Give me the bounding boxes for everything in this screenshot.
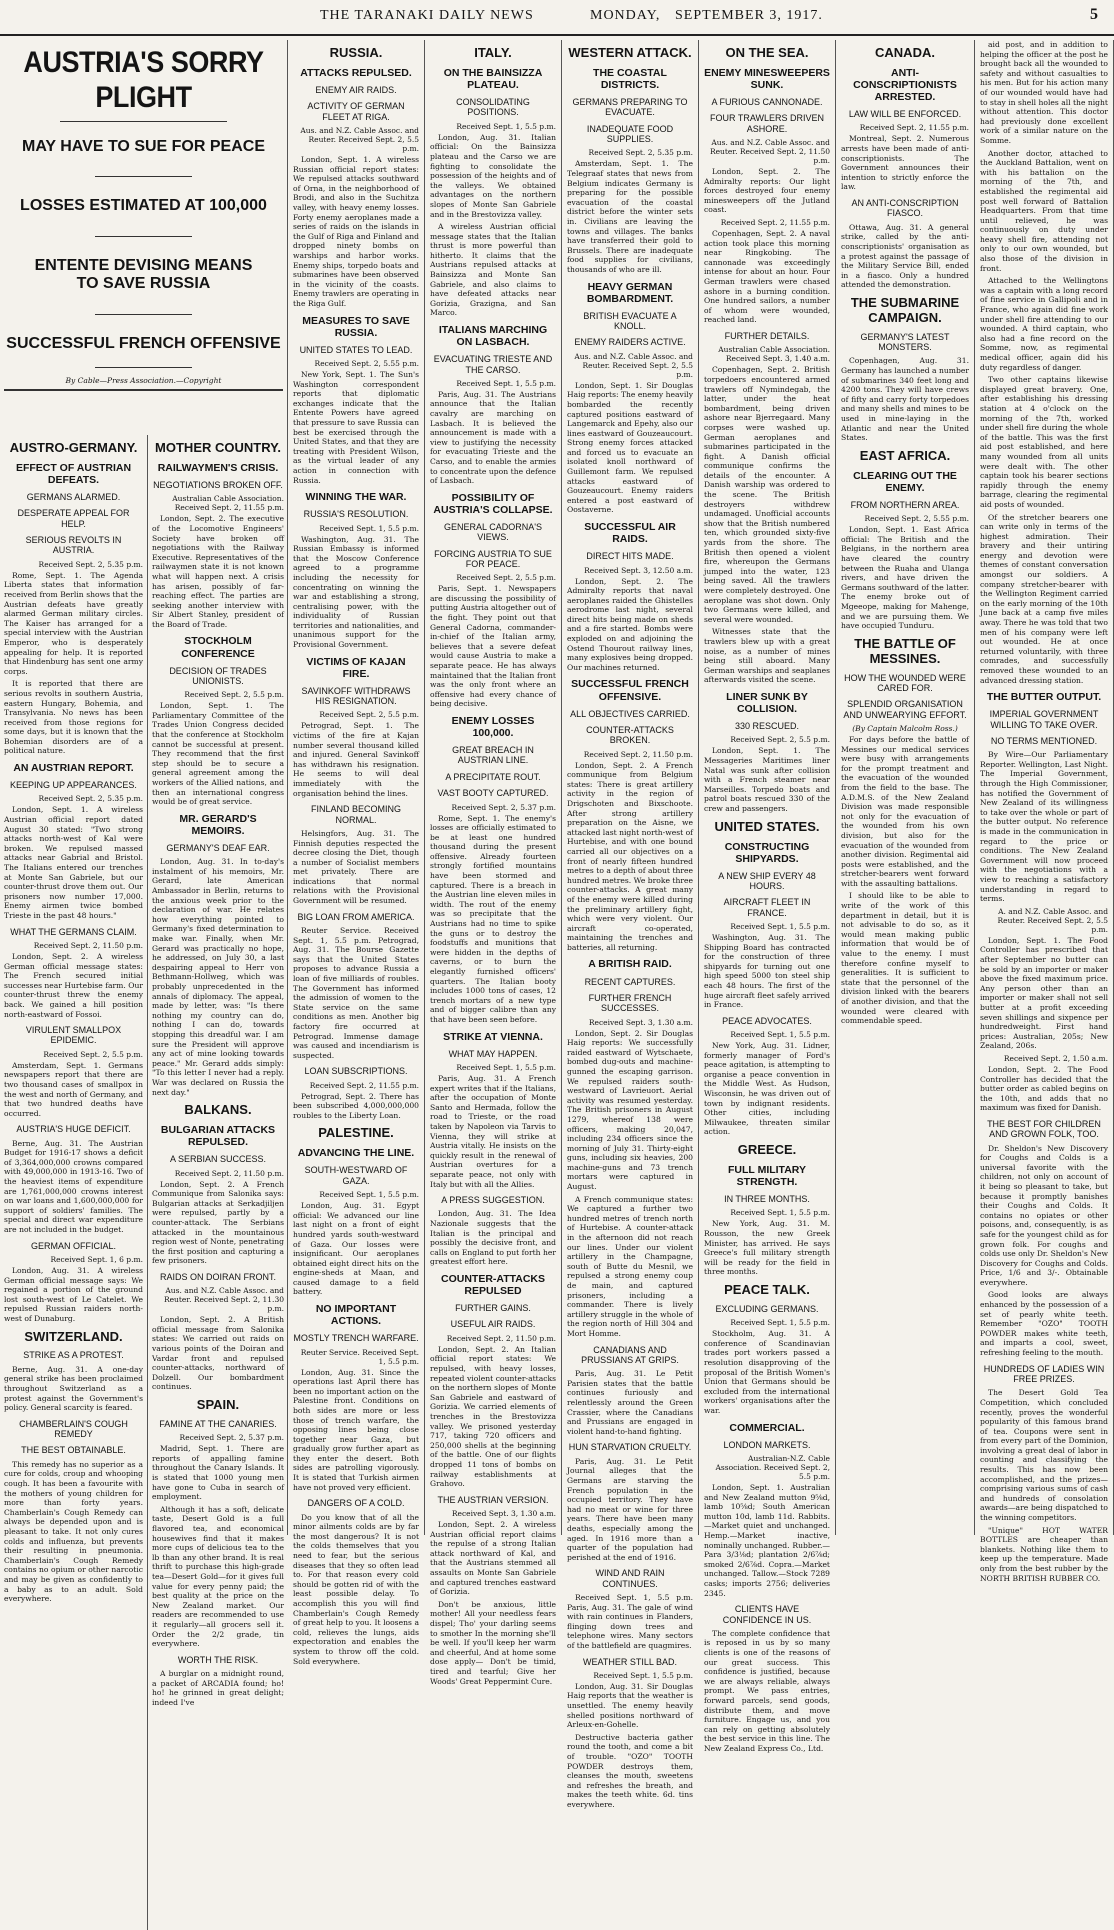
section-title: WESTERN ATTACK. (568, 45, 692, 60)
ad-paragraph: "Unique" HOT WATER BOTTLES are cheaper than blankets. Nothing like them to keep up the temperature. Made only from the best rubber by the NORTH BRITISH RUBBER CO. (980, 1525, 1108, 1583)
subhead: HOW THE WOUNDED WERE CARED FOR. (844, 672, 966, 693)
subhead: USEFUL AIR RAIDS. (450, 1319, 536, 1330)
headline: THE COASTAL DISTRICTS. (593, 66, 667, 91)
subhead: IN THREE MONTHS. (724, 1194, 810, 1205)
subhead: UNITED STATES TO LEAD. (299, 344, 413, 355)
ad-subhead: THE BEST OBTAINABLE. (21, 1445, 126, 1456)
headline: SUCCESSFUL FRENCH OFFENSIVE. (571, 678, 689, 703)
ad-headline: THE BEST FOR CHILDREN AND GROWN FOLK, TOO. (987, 1118, 1101, 1140)
article-paragraph: aid post, and in addition to helping the officer at the post he brought back all the wounded to safety and without casualties to his men. But for his action many of our wounded would have had to stay in shell holes all the night without attention. This doctor had previously done excellent work of a similar nature on the Somme. (980, 40, 1108, 145)
dateline: Received Sept. 2, 11.55 p.m. (859, 123, 969, 133)
article-paragraph: Copenhagen, Sept. 2. British torpedoers encountered armed trawlers off Nymindegab, the latter, under the heat bombardment, being driven ashore near Bjerregaard. Many corpses were washed up. German aeroplanes and submarines participated in the fight. A Danish official communique confirms the details of the encounter. A Danish warship was ordered to the scene. The British destroyers withdrew undamaged. Unofficial accounts show that the British numbered ten, which grounded sixty-five yards from the shore. The British then opened a violent fire, whereupon the Germans jumped into the water, 123 being saved. All the trawlers were completely destroyed. One aeroplane was shot down. Only two Germans were killed, and several were wounded. (704, 365, 830, 624)
article-paragraph: London, Sept. 1. The Messageries Maritimes liner Natal was sunk after collision with a French steamer near Marseilles. Torpedo boats and patrol boats rescued 330 of the crew and passengers. (704, 746, 830, 813)
article-paragraph: Reuter Service. Received Sept. 1, 5.5 p.m. Petrograd, Aug. 31. The Bourse Gazette says that the United States proposes to advance Russia a loan of five milliards of roubles. The Government has informed the admission of women to the State service on the same conditions as men. Another big factory fire occurred at Petrograd. Immense damage was caused and incendiarism is suspected. (293, 926, 419, 1060)
subhead: LOAN SUBSCRIPTIONS. (304, 1066, 408, 1077)
subhead: BIG LOAN FROM AMERICA. (297, 911, 415, 922)
subhead: NO TERMS MENTIONED. (990, 735, 1098, 746)
column-italy (425, 40, 562, 1686)
dateline: Received Sept. 1, 5.5 p.m. (456, 378, 556, 388)
article-paragraph: Paris, Aug. 31. Le Petit Parisien states that the battle continues furiously and relentlessly around the Green Crassier, where the Canadians and Prussians are engaged in violent hand-to-hand fighting. (567, 1369, 693, 1436)
section-title: EAST AFRICA. (859, 447, 951, 463)
lead-deck-1: MAY HAVE TO SUE FOR PEACE (21, 138, 265, 155)
section-title: PEACE TALK. (724, 1282, 810, 1297)
dateline: Received Sept. 2, 11.50 p.m. (446, 1333, 556, 1343)
subhead: WEATHER STILL BAD. (582, 1656, 678, 1667)
subhead: ENEMY RAIDERS ACTIVE. (574, 337, 686, 348)
headline: ON THE BAINSIZZA PLATEAU. (443, 66, 543, 91)
dateline: Received Sept. 2, 5.5 p.m. (456, 573, 556, 583)
section-title: SWITZERLAND. (24, 1328, 123, 1344)
dateline: Received Sept. 2, 5.5 p.m. (319, 710, 419, 720)
dateline: Received Sept. 1, 6 p.m. (50, 1254, 143, 1264)
subhead: COUNTER-ATTACKS BROKEN. (586, 724, 674, 746)
subhead: INADEQUATE FOOD SUPPLIES. (586, 123, 674, 145)
section-title: CANADA. (875, 45, 935, 60)
dateline: Received Sept. 1, 5.5 p.m. (730, 1030, 830, 1040)
article-paragraph: New York, Aug. 31. M. Rousson, the new Greek Minister, has arrived. He says Greece's full military strength will be ready for the field in three months. (704, 1219, 830, 1277)
article-paragraph: It is reported that there are serious revolts in southern Austria, eastern Hungary, Bohemia, and Transylvania. No news has been received from those regions for some days, but it is known that the Bohemian disorders are of a political nature. (4, 679, 143, 756)
dateline: Received Sept. 2, 5.55 p.m. (314, 359, 419, 368)
subhead: WHAT THE GERMANS CLAIM. (10, 926, 137, 937)
section-title: ON THE SEA. (725, 45, 809, 60)
subhead: WIND AND RAIN CONTINUES. (595, 1568, 665, 1589)
subhead: VIRULENT SMALLPOX EPIDEMIC. (25, 1025, 122, 1046)
dateline: Received Sept. 1, 5.5 p.m. (730, 1208, 830, 1218)
headline: SUCCESSFUL AIR RAIDS. (584, 521, 676, 546)
article-paragraph: Attached to the Wellingtons was a captain with a long record of fine service in Gallipoli and in France, who again did fine work under shell fire attending to our wounded. A third captain, who also had a fine record on the Somme, now, as regimental medical officer, again did his duty regardless of danger. (980, 276, 1108, 372)
page-number: 5 (1090, 6, 1099, 23)
article-paragraph: London, Sept. 1. Sir Douglas Haig reports: The enemy heavily bombarded the recently captured positions eastward of Langemarck and Epehy, also our lines eastward of Gouzeaucourt. Strong enemy forces attacked and forced us to evacuate an isolated knoll northward of Guillemont farm. We repulsed attacks eastward of Gouzeaucourt. Enemy raiders entered a post eastward of Oostaverne. (567, 380, 693, 515)
subhead: A PRECIPITATE ROUT. (445, 771, 541, 782)
article-paragraph: Berne, Aug. 31. The Austrian Budget for 1916-17 shows a deficit of 3,364,000,000 crowns compared with 49,000,000 in 1913-16. Two of the heaviest items of expenditure are 1,761,000,000 crowns interest on war loans and 1,600,000,000 for support of soldiers' families. The special and direct war expenditure are not included in the budget. (4, 1138, 143, 1235)
article-paragraph: London, Sept. 2. A British official message from Salonika states: We carried out raids on various points of the Doiran and Vardar front and repulsed counter-attacks, northward of Dolzell. Our bombardment continues. (152, 1315, 284, 1392)
headline: HEAVY GERMAN BOMBARDMENT. (586, 280, 674, 305)
article-paragraph: London, Aug. 31. Sir Douglas Haig reports that the weather is unsettled. The enemy heavily shelled positions northward of Arleux-en-Gohelle. (567, 1681, 693, 1730)
dateline: Aus. and N.Z. Cable Assoc. and Reuter. Received Sept. 2, 11.30 p.m. (163, 1286, 284, 1314)
dateline: Received Sept. 2, 5.37 p.m. (451, 802, 556, 812)
article-paragraph: London, Aug. 31. Egypt official: We advanced our line last night on a front of eight hundred yards south-westward of Gaza. Our losses were insignificant. Our aeroplanes obtained eight direct hits on the engine-sheds at Maan, and caused damage to a field battery. (293, 1201, 419, 1297)
masthead (0, 0, 1114, 36)
dateline: Received Sept. 1, 5.5 p.m. (730, 1318, 830, 1328)
subhead: WHAT MAY HAPPEN. (448, 1048, 538, 1059)
section-title: PALESTINE. (318, 1125, 394, 1141)
subhead: RECENT CAPTURES. (584, 976, 676, 987)
subhead: A NEW SHIP EVERY 48 HOURS. (718, 870, 816, 891)
article-paragraph: London, Sept. 2. An Italian official report states: We repulsed, with heavy losses, repeated violent counter-attacks on the northern slopes of Monte San Gabriele and eastward of Gorizia. We carried elements of trenches in the Brestovizza valley. We prisoned yesterday 717, taking 720 officers and 250,000 shells at the beginning of the battle. One of our flights dropped 11 tons of bombs on railway establishments at Grahovo. (430, 1344, 556, 1489)
article-paragraph: Received Sept. 1, 5.5 p.m. Paris, Aug. 31. The gale of wind with rain continues in Flanders, flinging down trees and telephone wires. Many sectors of the battlefield are quagmires. (567, 1592, 693, 1650)
dateline: Aus. and N.Z. Cable Assoc. and Reuter. Received Sept. 2, 5.5 p.m. (574, 351, 693, 379)
subhead: A FURIOUS CANNONADE. (711, 97, 823, 108)
article-paragraph: Another doctor, attached to the Auckland Battalion, went on with his battalion on the morning of the 7th, and established the regimental aid post well forward of Battalion Headquarters. From that time until relieved, he was continuously on duty under heavy shell fire, attending not only to our own wounded, but also those of the division in front. (980, 148, 1108, 273)
subhead: FURTHER DETAILS. (724, 331, 810, 341)
article-paragraph: London, Sept. 1. A wireless Austrian official report dated August 30 stated: "Two strong attacks north-west of Kal were broken. We repulsed massed attacks near Gabrial and Bristol. The Italians entered our trenches at Monte San Gabriele, but our counter-thrust drove them out. Our prisoners now number 17,000. Enemy airmen twice bombed Trieste in the past 48 hours." (4, 805, 143, 920)
article-paragraph: London, Sept. 2. A French Communique from Salonika says: Bulgarian attacks at Serkadjiljen were repulsed, partly by a counter-attack. The Serbians attacked in the mountainous region west of Nonte, penetrating the first position and capturing a few prisoners. (152, 1179, 284, 1266)
article-paragraph: London, Sept. 2. The Admiralty reports: Our light forces destroyed four enemy minesweepers off the Jutland coast. (704, 167, 830, 215)
article-paragraph: Stockholm, Aug. 31. A conference of Scandinavian trades port workers passed a resolution disapproving of the proposal of the British Women's Union that Germans should be excluded from the international workers' organisations after the war. (704, 1329, 830, 1416)
subhead: DECISION OF TRADES UNIONISTS. (169, 665, 267, 686)
subhead: CANADIANS AND PRUSSIANS AT GRIPS. (581, 1344, 679, 1365)
article-paragraph: Washington, Aug. 31. The Russian Embassy is informed that the Moscow Conference agreed to a programme including the necessity for concentrating on winning the war and establishing a strong, centralising power, with the individuality of Russian territories and nationalities, and unanimous support for the Provisional Government. (293, 534, 419, 650)
dateline: Reuter Service. Received Sept. 1, 5.5 p.m. (300, 1347, 419, 1366)
lead-title: AUSTRIA'S SORRY PLIGHT (23, 46, 264, 114)
ad-paragraph: Good looks are always enhanced by the possession of a set of pearly white teeth. Remember "OZO" TOOTH POWDER makes white teeth, and imparts a cool, sweet, refreshing feeling to the mouth. (980, 1290, 1108, 1358)
subhead: BRITISH EVACUATE A KNOLL. (583, 310, 677, 332)
section-title: SPAIN. (196, 1396, 240, 1412)
headline: STOCKHOLM CONFERENCE (181, 635, 255, 660)
subhead: EXCLUDING GERMANS. (715, 1303, 819, 1314)
subhead: RUSSIA'S RESOLUTION. (303, 509, 409, 520)
lead-headlines (0, 46, 287, 391)
dateline: Received Sept. 1, 5.5 p.m. (456, 121, 556, 131)
subhead: GERMANY'S DEAF EAR. (166, 842, 270, 853)
subhead: GREAT BREACH IN AUSTRIAN LINE. (452, 745, 534, 766)
article-paragraph: Rome, Sept. 1. The Agenda Liberta states that information received from Berlin shows that the Austrian defeats have greatly alarmed German military circles. The Kaiser has arranged for a special interview with the Austrian Emperor, who is desperately appealing for help. It is reported that Hindenburg has sent one army corps. (4, 570, 143, 676)
headline: NO IMPORTANT ACTIONS. (315, 1303, 397, 1328)
subhead: ACTIVITY OF GERMAN FLEET AT RIGA. (307, 101, 405, 122)
article-paragraph: Two other captains likewise displayed great bravery. One, after establishing his dressing station at 4 o'clock on the morning of the 7th, worked under shell fire during the whole of the battle. This was the first aid post established, and here many wounded from all units were dealt with. The other captain took his bearer sections rapidly through the enemy barrage, clearing the regimental aid posts of wounded. (980, 375, 1108, 509)
subhead: GERMANS PREPARING TO EVACUATE. (572, 97, 688, 118)
subhead: LONDON MARKETS. (723, 1439, 811, 1450)
dateline: Aus. and N.Z. Cable Assoc. and Reuter. Received Sept. 2, 5.5 p.m. (300, 126, 419, 154)
subhead: STRIKE AS A PROTEST. (23, 1350, 124, 1361)
article-paragraph: Of the stretcher bearers one can write only in terms of the highest admiration. Their bravery and their untiring energy and devotion were themes of constant conversation amongst our soldiers. A company stretcher-bearer with the Wellington Regiment carried on the early morning of the 10th June back at a camp five miles away. There he was told that two men of his company were left out wounded. He at once returned voluntarily, with three comrades, and successfully removed these wounded to an advanced dressing station. (980, 512, 1108, 685)
dateline: Australian Cable Association. Received Sept. 2, 11.55 p.m. (172, 494, 284, 513)
section-title: THE BATTLE OF MESSINES. (854, 635, 956, 666)
subhead: SAVINKOFF WITHDRAWS HIS RESIGNATION. (301, 685, 411, 707)
subhead: KEEPING UP APPEARANCES. (10, 780, 137, 791)
headline: COMMERCIAL. (729, 1421, 805, 1434)
headline: MR. GERARD'S MEMOIRS. (179, 812, 257, 837)
subhead: 330 RESCUED. (734, 721, 800, 732)
byline: (By Captain Malcolm Ross.) (852, 723, 958, 733)
article-paragraph: Petrograd, Sept. 2. There has been subscribed 4,000,000,000 roubles to the Liberty Loan. (293, 1091, 419, 1120)
article-paragraph: Washington, Aug. 31. The Shipping Board has contracted for the construction of three shipyards for turning out one high speed 5000 ton steel ship each 48 hours. The first of the huge aircraft fleet safely arrived in France. (704, 933, 830, 1010)
lead-deck-2: LOSSES ESTIMATED AT 100,000 (20, 197, 267, 215)
headline: BULGARIAN ATTACKS REPULSED. (160, 1124, 276, 1149)
column-on-the-sea (699, 40, 836, 1753)
subhead: THE AUSTRIAN VERSION. (437, 1494, 549, 1505)
headline: MEASURES TO SAVE RUSSIA. (302, 314, 410, 339)
article-paragraph: Copenhagen, Sept. 2. A naval action took place this morning near Ringkobing. The cannonade was exceedingly intense for about an hour. Four German trawlers were chased ashore in a burning condition. One hundred sailors, a number of whom were wounded, reached land. (704, 229, 830, 325)
column-canada (836, 40, 975, 1535)
column-russia (288, 40, 425, 1666)
lead-byline: By Cable—Press Association.—Copyright (65, 375, 222, 385)
headline: AN AUSTRIAN REPORT. (13, 762, 134, 775)
article-paragraph: London, Aug. 31. In to-day's instalment of his memoirs, Mr. Gerard, late American Ambassador in Berlin, returns to the anxious week prior to the declaration of war. He relates how everything pointed to Germany's fixed determination to make war. Finally, when Mr. Gerard was practically no hope, he addressed, on July 30, a last despairing appeal to Herr von Bethmann-Hollweg, which was probably unprecedented in the annals of diplomacy. The appeal, made by letter, was: "Is there nothing my country can do, nothing I can do, towards stopping this dreadful war. I am sure the President will approve any act of mine looking towards peace." Mr. Gerard adds simply: "To this letter I never had a reply. War was declared on Russia the next day." (152, 857, 284, 1097)
article-paragraph: Paris, Aug. 31. Le Petit Journal alleges that the Germans are starving the French population in the occupied territory. They have had no meat or wine for three years. There have been many deaths, especially among the aged. In 1916 more than a quarter of the population had perished at the end of 1916. (567, 1456, 693, 1562)
headline: ANTI-CONSCRIPTIONISTS ARRESTED. (853, 66, 957, 104)
article-paragraph: London, Sept. 1. East Africa official: The British and the Belgians, in the northern area have cleared the country between the Ruaha and Ulanga rivers, and have driven the Germans southward of the latter. The enemy broke out of Mgeeope, making for Mahenge, and we are pursuing them. We have occupied Tunduru. (841, 525, 969, 631)
article-paragraph: Montreal, Sept. 2. Numerous arrests have been made of anti-conscriptionists. The Government announces their intention to strictly enforce the law. (841, 134, 969, 192)
article-paragraph: Witnesses state that the trawlers blew up with a great noise, as a number of mines being still aboard. Many German warships and seaplanes afterwards visited the scene. (704, 627, 830, 685)
headline: WINNING THE WAR. (305, 491, 407, 504)
dateline: Received Sept. 2, 11.55 p.m. (720, 218, 830, 228)
subhead: FAMINE AT THE CANARIES. (159, 1418, 277, 1429)
dateline: Received Sept. 2, 5.5 p.m. (184, 690, 284, 700)
article-paragraph: Berne, Aug. 31. A one-day general strike has been proclaimed throughout Switzerland as a protest against the Government's policy. General scarcity is feared. (4, 1364, 143, 1413)
subhead: SERIOUS REVOLTS IN AUSTRIA. (25, 535, 122, 556)
subhead: DESPERATE APPEAL FOR HELP. (17, 508, 130, 529)
dateline: Aus. and N.Z. Cable Assoc. and Reuter. Received Sept. 2, 11.50 p.m. (709, 138, 830, 166)
subhead: FORCING AUSTRIA TO SUE FOR PEACE. (434, 548, 552, 569)
subhead: ALL OBJECTIVES CARRIED. (570, 708, 690, 719)
headline: POSSIBILITY OF AUSTRIA'S COLLAPSE. (433, 491, 553, 516)
article-paragraph: Amsterdam, Sept. 1. Germans newspapers report that there are two thousand cases of smallpox in the west and north of Germany, and that two hundred deaths have occurred. (4, 1060, 143, 1118)
headline: ENEMY LOSSES 100,000. (451, 715, 535, 740)
article-paragraph: New York, Aug. 31. Lidner, formerly manager of Ford's peace agitation, is attempting to organise a peace convention in the Middle West. As Hudson, Wisconsin, he was driven out of town by indignant residents. Other cities, including Milwaukee, threaten similar action. (704, 1041, 830, 1137)
headline: ITALIANS MARCHING ON LASBACH. (438, 324, 548, 349)
subhead: SOUTH-WESTWARD OF GAZA. (304, 1165, 408, 1186)
headline: LINER SUNK BY COLLISION. (726, 690, 808, 715)
article-paragraph: London, Sept. 1. The Parliamentary Committee of the Trades Union Congress decided that the conference at Stockholm cannot be successful at present. They recommend that the first step should be to secure a general agreement among the workers of the Allied nations, and then an international congress would be of great service. (152, 701, 284, 807)
subhead: LAW WILL BE ENFORCED. (848, 109, 962, 120)
ad-paragraph: Although it has a soft, delicate taste, Desert Gold is a full flavored tea, and economical housewives find that it makes more cups of delicious tea to the lb than any other brand. It is real thrift to purchase this high-grade tea—Desert Gold—for it gives full value for every penny paid; the best quality at the price on the New Zealand market. Our readers are recommended to use it regularly—all grocers sell it. Order the 2/2 grade, tin everywhere. (152, 1504, 284, 1649)
dateline: Received Sept. 3, 1.30 a.m. (588, 1017, 693, 1027)
dateline: Australian-N.Z. Cable Association. Received Sept. 2, 5.5 p.m. (715, 1454, 830, 1482)
headline: COUNTER-ATTACKS REPULSED (440, 1273, 545, 1298)
article-paragraph: Ottawa, Aug. 31. A general strike, called by the anti-conscriptionists' organisation as a protest against the passage of the Military Service Bill, ended in a fiasco. Only a hundred attended the demonstration. (841, 222, 969, 290)
headline: STRIKE AT VIENNA. (443, 1030, 543, 1043)
subhead: FURTHER GAINS. (455, 1303, 531, 1314)
article-paragraph: Madrid, Sept. 1. There are reports of appalling famine throughout the Canary Islands. It is stated that 1000 young men have gone to Cuba in search of employment. (152, 1444, 284, 1502)
dateline: Received Sept. 2, 5.35 p.m. (38, 794, 143, 804)
dateline: Australian Cable Association. Received Sept. 3, 1.40 a.m. (718, 345, 830, 364)
subhead: GENERAL CADORNA'S VIEWS. (444, 521, 542, 543)
article-paragraph: London, Sept. 2. A wireless Austrian official report claims the repulse of a strong Italian attack northward of Kal, and that the Austrians stemmed all assaults on Monte San Gabriele and captured trenches eastward of Gorizia. (430, 1520, 556, 1597)
subhead: GERMAN OFFICIAL. (30, 1240, 116, 1251)
article-paragraph: London, Sept. 2. A wireless German official message states: The French secured initial successes near Hurtebise farm. Our counter-thrust threw the enemy back. We gained a hill position north-eastward of Fossoi. (4, 951, 143, 1019)
masthead-date: SEPTEMBER 3, 1917. (675, 8, 823, 23)
article-paragraph: Copenhagen, Aug. 31. Germany has launched a number of submarines 340 feet long and 4200 tons. They will have crews of fifty and carry forty torpedoes and many shells and mines to be used in mine-laying in the Atlantic and near the United States. (841, 356, 969, 443)
lead-deck-4: SUCCESSFUL FRENCH OFFENSIVE (6, 334, 281, 352)
headline: CONSTRUCTING SHIPYARDS. (724, 840, 810, 865)
dateline: Received Sept. 2, 5.5 p.m. (730, 735, 830, 745)
section-title: UNITED STATES. (714, 818, 820, 834)
article-paragraph: For days before the battle of Messines our medical services were busy with arrangements for the prompt treatment and the evacuation of the wounded from the field to the base. The A.D.M.S. of the New Zealand Division was made responsible not only for the evacuation of the wounded from his own division, but also for the evacuation of the wounded from another division. Regimental aid posts were established, and the stretcher-bearers went forward with the assaulting battalions. (841, 734, 969, 888)
ad-headline: WORTH THE RISK. (177, 1654, 259, 1665)
section-title: AUSTRO-GERMANY. (9, 440, 138, 455)
subhead: FROM NORTHERN AREA. (850, 499, 960, 510)
subhead: AIRCRAFT FLEET IN FRANCE. (723, 897, 811, 918)
dateline: Received Sept. 1, 5.5 p.m. (456, 1062, 556, 1072)
ad-paragraph: Dr. Sheldon's New Discovery for Coughs and Colds is a universal favorite with the children, not only on account of it being so pleasant to take, but because it promptly banishes their Coughs and Colds. It contains no opiates or other poisons, and, consequently, is as safe for the youngest child as for grown folk. For coughs and colds use only Dr. Sheldon's New Discovery for Coughs and Colds. Price, 1/6 and 3/-. Obtainable everywhere. (980, 1143, 1108, 1287)
subhead: FURTHER FRENCH SUCCESSES. (588, 992, 672, 1014)
article-paragraph: A French communique states: We captured a further two hundred metres of trench north of Hurtebise. A counter-attack in the afternoon did not reach our lines. Under our violent artillery in the Champagne, south of Butte du Mesnil, we repulsed a strong enemy coup de main, and captured prisoners, including a commander. There is lively artillery struggle in the whole of the region north of Hill 304 and Mort Homme. (567, 1194, 693, 1338)
article-paragraph: London, Sept. 1. A wireless Russian official report states: We repulsed attacks southward of Orna, in the neighborhood of Brodi, and also in the Suchitza valley, with heavy enemy losses. Forty enemy aeroplanes made a series of raids on the islands in the Gulf of Riga and Finland and dropped ninety bombs on warships and harbor works. Enemy ships, torpedo boats and submarines have been observed in the vicinity of the coasts. Enemy trawlers are operating in the Riga Gulf. (293, 155, 419, 308)
article-paragraph: Paris, Sept. 1. Newspapers are discussing the possibility of putting Austria altogether out of the fight. They point out that General Cadorna, commander-in-chief of the Italian army, believes that a severe defeat would cause Austria to make a separate peace. He has always maintained that the Italian front was the only front where an offensive had every chance of being decisive. (430, 584, 556, 709)
dateline: Received Sept. 2, 11.50 p.m. (583, 749, 693, 759)
dateline: Received Sept. 2, 11.50 p.m. (33, 940, 143, 950)
article-paragraph: London, Aug. 31. A wireless German official message says: We regained a portion of the ground lost south-west of Le Catelet. We repulsed Russian raiders north-west of Dunaburg. (4, 1265, 143, 1323)
subhead: FINLAND BECOMING NORMAL. (310, 804, 401, 825)
article-paragraph: London, Aug. 31. Since the operations last April there has been no important action on the Palestine front. Conditions on both sides are more or less those of trench warfare, the opposing lines being close together near Gaza, but gradually grow further apart as they enter the desert. Both sides are patrolling vigorously. It is stated that Turkish airmen have not proved very efficient. (293, 1367, 419, 1492)
ad-paragraph: Do you know that of all the minor ailments colds are by far the most dangerous? It is not the colds themselves that you need to fear, but the serious diseases that they so often lead to. For that reason every cold should be gotten rid of with the least possible delay. To accomplish this you will find Chamberlain's Cough Remedy of great help to you. It loosens a cold, relieves the lungs, aids expectoration and enables the system to throw off the cold. Sold everywhere. (293, 1512, 419, 1666)
ad-paragraph: This remedy has no superior as a cure for colds, croup and whooping cough. It has been a favourite with the mothers of young children for more than forty years. Chamberlain's Cough Remedy can always be depended upon and is pleasant to take. It not only cures colds and influenza, but prevents their resulting in pneumonia. Chamberlain's Cough Remedy contains no opium or other narcotic and may be given as confidently to a baby as to an adult. Sold everywhere. (4, 1459, 143, 1604)
column-lead (0, 40, 288, 1707)
headline: FULL MILITARY STRENGTH. (728, 1163, 806, 1189)
ad-paragraph: Don't be anxious, little mother! All your needless fears dispel; Tho' your darling seems to smother In the morning she'll be well. If you'll keep her warm and cheerful, And at home some dose apply— Don't be timid, tired and tearful; Give her Woods' Great Peppermint Cure. (430, 1599, 556, 1686)
section-title: RUSSIA. (329, 45, 383, 60)
article-paragraph: London, Sept. 1. The Food Controller has prescribed that after September no butter can be sold by an importer or maker above the fixed maximum price. Any person other than an importer or maker shall not sell butter at a profit exceeding seven shillings and sixpence per hundredweight. First hand prices: Australian, 205s; New Zealand, 206s. (980, 935, 1108, 1051)
ad-paragraph: A burglar on a midnight round, a packet of ARCADIA found; ho! ho! he grinned in great delight; indeed I've (152, 1669, 284, 1707)
article-paragraph: London, Sept. 2. The Admiralty reports that naval aeroplanes raided the Ghistelles aerodrome last night, several direct hits being made on sheds and a fire started. Bombs were exploded on and adjoining the Ostend Thourout railway lines, many explosives being dropped. Our machines returned. (567, 576, 693, 672)
article-paragraph: I should like to be able to write of the work of this department in detail, but it is not advisable to do so, as it would mean making public information that would be of value to the enemy. I must therefore confine myself to generalities. It is sufficient to state that the personnel of the division linked with the bearers of another division, and that the wounded were cleared with commendable speed. (841, 891, 969, 1026)
dateline: Received Sept. 3, 12.50 a.m. (584, 565, 693, 575)
ad-paragraph: The complete confidence that is reposed in us by so many clients is one of the reasons of our great success. This confidence is justified, because we are always reliable, always prompt. We pass entries, forward parcels, send goods, distribute them, and move furniture. Engage us, and you can rely on getting absolutely the best service in this line. The New Zealand Express Co., Ltd. (704, 1628, 830, 1753)
subhead: IMPERIAL GOVERNMENT WILLING TO TAKE OVER. (989, 709, 1099, 730)
subhead: MOSTLY TRENCH WARFARE. (293, 1333, 419, 1344)
article-paragraph: Petrograd, Sept. 1. The victims of the fire at Kajan number several thousand killed and injured. General Savinkoff has withdrawn his resignation. He seems to will deal immediately with the organisation behind the lines. (293, 721, 419, 798)
section-title: MOTHER COUNTRY. (155, 440, 281, 455)
article-paragraph: Rome, Sept. 1. The enemy's losses are officially estimated to be at least one hundred thousand during the present offensive. Already fourteen strongly fortified mountains have been stormed and captured. There is a breach in the Austrian line eleven miles in width. The rout of the enemy was so precipitate that the Austrians had no time to spike the guns or to destroy the foodstuffs and munitions that were hidden in the depths of caverns, or to burn the elegantly furnished officers' quarters. The Italian booty includes 1000 tons of cases, 12 trench mortars of a new type and of bigger calibre than any that have been seen before. (430, 813, 556, 1024)
dateline: Received Sept. 2, 5.5 p.m. (43, 1049, 143, 1059)
headline: A BRITISH RAID. (588, 958, 672, 971)
dateline: Received Sept. 2, 1.50 a.m. (1003, 1053, 1108, 1063)
dateline: Received Sept. 2, 5.35 p.m. (38, 559, 143, 569)
subhead: GERMANY'S LATEST MONSTERS. (860, 331, 950, 353)
article-paragraph: London, Sept. 1. Australian and New Zealand mutton 9⅝d, lamb 10⅝d; South American mutton 10d, lamb 11d. Rabbits.—Market quiet and unchanged. Hemp.—Market inactive, nominally unchanged. Rubber.—Para 3/3⅛d; plantation 2/6⅞d; smoked 2/6⅞d. Copra.—Market unchanged. Tallow.—Stock 7289 casks; imports 2756; deliveries 2345. (704, 1483, 830, 1598)
section-title: ITALY. (474, 45, 512, 60)
ad-headline: CHAMBERLAIN'S COUGH REMEDY (19, 1418, 128, 1440)
article-paragraph: London, Sept. 2. The executive of the Locomotive Engineers' Society have broken off negotiations with the Railway Executive. Representatives of the railwaymen state it is not known what will happen next. A crisis has arisen, possibly of far-reaching effect. The parties are seeking another interview with Sir Albert Stanley, president of the Board of Trade. (152, 514, 284, 629)
article-paragraph: London, Sept. 2. Sir Douglas Haig reports: We successfully raided eastward of Wytschaete, bombed dug-outs and machine-gunned the escaping garrison. We repulsed raiders south-westward of Lavrieuort. Aerial activity was resumed yesterday. The British prisoners in August 1279, whereof 138 were officers, making 20,047, including 234 officers since the morning of July 31. Thirty-eight guns, including six heavies, 200 machine-guns and 73 trench mortars were captured in August. (567, 1028, 693, 1192)
subhead: GERMANS ALARMED. (26, 492, 121, 503)
article-paragraph: Paris, Aug. 31. The Austrians announce that the Italian cavalry are marching on Lasbach. It is believed the announcement is made with a view to justifying the necessity for evacuating Trieste and the Carso, and to enable the armies to concentrate upon the defence of Lasbach. (430, 389, 556, 486)
headline: THE BUTTER OUTPUT. (986, 691, 1102, 704)
article-paragraph: London, Sept. 2. The Food Controller has decided that the butter order as cabled begins on the 10th, and adds that no maximum was fixed for Danish. (980, 1064, 1108, 1113)
dateline: Received Sept. 2, 11.55 p.m. (309, 1080, 419, 1090)
ad-headline: CLIENTS HAVE CONFIDENCE IN US. (722, 1604, 812, 1625)
headline: ENEMY MINESWEEPERS SUNK. (704, 66, 830, 91)
subhead: DIRECT HITS MADE. (586, 551, 674, 562)
dateline: Received Sept. 3, 1.30 a.m. (451, 1509, 556, 1519)
subcolumn-mother-country (148, 435, 288, 1930)
subhead: ENEMY AIR RAIDS. (315, 85, 397, 95)
subhead: EVACUATING TRIESTE AND THE CARSO. (433, 354, 553, 375)
dateline: Received Sept. 2, 5.55 p.m. (864, 514, 969, 524)
column-messines-continued (975, 40, 1114, 1583)
article-paragraph: London, Aug. 31. Italian official: On the Bainsizza plateau and the Carso we are fighting to consolidate the possession of the heights and of the valleys. We obtained advantages on the northern slopes of Monte San Gabriele and in the Brestovizza valley. (430, 132, 556, 219)
subcolumn-austro-germany (0, 435, 148, 1930)
lead-deck-3: ENTENTE DEVISING MEANS TO SAVE RUSSIA (34, 256, 253, 293)
subhead: AN ANTI-CONSCRIPTION FIASCO. (851, 198, 959, 219)
subhead: A SERBIAN SUCCESS. (169, 1154, 267, 1165)
subhead: HUN STARVATION CRUELTY. (568, 1442, 692, 1453)
article-paragraph: A wireless Austrian official message states that the Italian thrust is more powerful than hitherto. It claims that the Austrians repulsed attacks at Bainsizza and Monte San Gabriele, and also claims to have defeated attacks near Gorizia, Grazigna, and San Marco. (430, 222, 556, 318)
subhead: FOUR TRAWLERS DRIVEN ASHORE. (709, 113, 824, 134)
headline: ATTACKS REPULSED. (300, 66, 412, 79)
section-title: THE SUBMARINE CAMPAIGN. (850, 294, 960, 325)
headline: ADVANCING THE LINE. (297, 1147, 415, 1160)
article-paragraph: Paris, Aug. 31. A French expert writes that if the Italians, after the occupation of Monte Santo and Hermada, follow the road to Trieste, or the road taken by Napoleon via Tarvis to Vienna, they will strike at Austria vitally. He insists on the quickly result in the renewal of Austrian overtures for a separate peace, not only with Italy but with all the Allies. (430, 1073, 556, 1189)
dateline: Received Sept. 1, 5.5 p.m. (730, 922, 830, 931)
subhead: CONSOLIDATING POSITIONS. (456, 97, 530, 118)
ad-paragraph: The Desert Gold Tea Competition, which concluded recently, proves the wonderful popularity of this famous brand of tea. Coupons were sent in from every part of the Dominion, involving a great deal of labor in counting and classifying the results. This has now been accomplished, and the prizes—comprising various sums of cash and hundreds of consolation awards—are being dispatched to the winning competitors. (980, 1388, 1108, 1523)
subhead: AUSTRIA'S HUGE DEFICIT. (16, 1124, 131, 1135)
article-paragraph: London, Aug. 31. The Idea Nazionale suggests that the Italian is the principal and possibly the decisive front, and calls on England to put forth her greatest effort here. (430, 1209, 556, 1267)
headline: RAILWAYMEN'S CRISIS. (157, 461, 279, 474)
article-paragraph: New York, Sept. 1. The Sun's Washington correspondent reports that diplomatic exchanges indicate that the Entente Powers have agreed that pressure to save Russia can best be exercised through the United States, and that they are treating with President Wilson, as the virtual leader of any action in connection with Russia. (293, 370, 419, 485)
subhead: A PRESS SUGGESTION. (441, 1195, 545, 1206)
dateline: Received Sept. 2, 5.35 p.m. (588, 148, 693, 158)
headline: EFFECT OF AUSTRIAN DEFEATS. (15, 461, 132, 486)
ad-headline: DANGERS OF A COLD. (307, 1498, 405, 1509)
subhead: VAST BOOTY CAPTURED. (437, 788, 549, 799)
column-western-attack (562, 40, 699, 1809)
ad-headline: HUNDREDS OF LADIES WIN FREE PRIZES. (983, 1363, 1105, 1384)
dateline: Received Sept. 1, 5.5 p.m. (319, 523, 419, 533)
dateline: Received Sept. 2, 11.50 p.m. (174, 1168, 284, 1178)
section-title: GREECE. (737, 1142, 797, 1158)
ad-paragraph: Destructive bacteria gather round the tooth, and come a bit of trouble. "OZO" TOOTH POWDER destroys them, cleanses the mouth, sweetens and refreshes the breath, and makes the teeth white. 6d. tins everywhere. (567, 1732, 693, 1809)
dateline: Received Sept. 1, 5.5 p.m. (593, 1670, 693, 1680)
section-title: BALKANS. (184, 1102, 252, 1118)
subhead: NEGOTIATIONS BROKEN OFF. (153, 480, 283, 490)
dateline: Received Sept. 2, 5.37 p.m. (179, 1433, 284, 1443)
article-paragraph: By Wire—Our Parliamentary Reporter. Wellington, Last Night. The Imperial Government, through the High Commissioner, has notified the Government of New Zealand of its willingness to take over the whole or part of the butter output. No reference is made in the communication in regard to the price or conditions. The New Zealand Government will now proceed with the negotiations with a view to reaching a satisfactory understanding in regard to terms. (980, 750, 1108, 904)
dateline: A. and N.Z. Cable Assoc. and Reuter. Received Sept. 2, 5.5 p.m. (997, 906, 1108, 934)
article-paragraph: Amsterdam, Sept. 1. The Telegraaf states that news from Belgium indicates Germany is preparing for the possible evacuation of the coastal district before the winter sets in. Civilians are leaving the towns and villages. The banks have transferred their gold to Brussels. There are inadequate food supplies for civilians, thousands of who are ill. (567, 159, 693, 274)
subhead: SPLENDID ORGANISATION AND UNWEARYING EFFORT. (843, 699, 967, 720)
masthead-day: MONDAY, (590, 8, 661, 23)
subhead: RAIDS ON DOIRAN FRONT. (159, 1271, 276, 1282)
subhead: PEACE ADVOCATES. (722, 1015, 812, 1026)
article-paragraph: London, Sept. 2. A French communique from Belgium states: There is great artillery activity in the region of Drigschoten and Bixschoote. After strong artillery preparation on the Aisne, we attacked last night north-west of Hurtebise, and with one bound carried all our objectives on a front of nearly fifteen hundred metres to a depth of about three hundred metres. We broke three counter-attacks. A great many of the enemy were killed during the preliminary artillery fight, which were very violent. Our aircraft co-operated, maintaining the trenches and batteries, all returning. (567, 760, 693, 952)
article-paragraph: Helsingfors, Aug. 31. The Finnish deputies respected the decree closing the Diet, though a number of Socialist members met privately. There are indications that normal relations with the Provisional Government will be resumed. (293, 828, 419, 906)
paper-name: THE TARANAKI DAILY NEWS (320, 8, 534, 23)
dateline: Received Sept. 1, 5.5 p.m. (319, 1190, 419, 1200)
headline: CLEARING OUT THE ENEMY. (853, 469, 957, 494)
headline: VICTIMS OF KAJAN FIRE. (306, 655, 406, 680)
